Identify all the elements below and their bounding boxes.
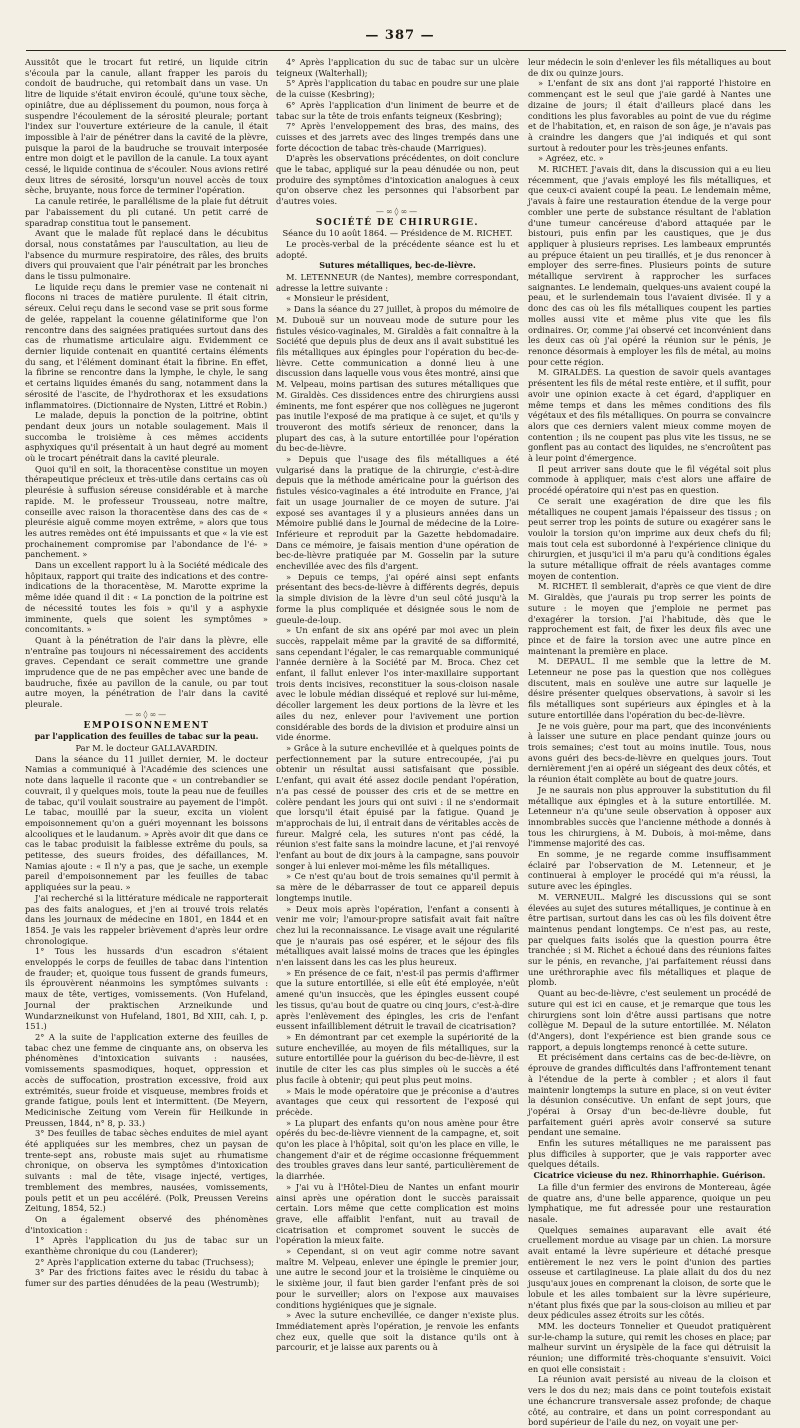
- column-right: [528, 57, 771, 1428]
- paragraph: La fille d'un fermier des environs de Montereau, âgée de quatre ans, d'une belle apparence, quoique un peu lymphatique, me fut adressée pour une restauration nasale.: [528, 1181, 771, 1224]
- paragraph: M. RICHET. J'avais dit, dans la discussion qui a eu lieu récemment, que j'avais employé les fils métalliques, et que ceux-ci avaient coupé la peau. Le lendemain même, j'avais à faire une restauration étendue de la verge pour combler une perte de substance résultant de l'ablation d'une tumeur cancéreuse d'abord attaquée par le bistouri, puis enfin par les caustiques, que je dus appliquer à plusieurs reprises. Les lambeaux empruntés au prépuce étaient un peu tiraillés, et je dus renoncer à employer des serre-fines. Plusieurs points de suture métallique servirent à rapprocher les surfaces saignantes. Le lendemain, quelques-uns avaient coupé la peau, et le surlendemain tous l'avaient divisée. Il y a donc des cas où les fils métalliques coupent les parties molles aussi vite et même plus vite que les fils ordinaires. Or, comme j'ai observé cet inconvénient dans les deux cas où j'ai opéré la réunion sur le pénis, je renonce désormais à employer les fils de métal, au moins pour cette région.: [528, 164, 771, 367]
- subsection-title-text: Sutures métalliques, bec-de-lièvre.: [319, 260, 476, 271]
- paragraph: M. RICHET. Il semblerait, d'après ce que vient de dire M. Giraldès, que j'aurais pu trop serrer les points de suture : le moyen que j'emploie ne permet pas d'exagérer la torsion. J'ai l'habitude, dès que le rapprochement est fait, de fixer les deux fils avec une pince et de faire la torsion avec une autre pince en maintenant la première en place.: [528, 581, 771, 656]
- paragraph: M. VERNEUIL. Malgré les discussions qui se sont élevées au sujet des sutures métalliques, je continue à en être partisan, surtout dans les cas où les fils doivent être maintenus pendant longtemps. Ce n'est pas, au reste, par quelques faits isolés que la question pourra être tranchée ; si M. Richet a échoué dans des réunions faites sur le pénis, en revanche, j'ai parfaitement réussi dans une uréthroraphie avec fils métalliques et plaque de plomb.: [528, 891, 771, 988]
- paragraph: Quant au bec-de-lièvre, c'est seulement un procédé de suture qui est ici en cause, et je remarque que tous les chirurgiens sont loin d'être aussi partisans que notre collègue M. Depaul de la suture entortillée. M. Nélaton (d'Angers), dont l'expérience est bien grande sous ce rapport, a depuis longtemps renoncé à cette suture.: [528, 988, 771, 1052]
- paragraph: 7° Après l'enveloppement des bras, des mains, des cuisses et des jarrets avec des linges trempés dans une forte décoction de tabac très-chaude (Marrigues).: [276, 121, 519, 153]
- paragraph: » Dans la séance du 27 juillet, à propos du mémoire de M. Dubouë sur un nouveau mode de suture pour les fistules vésico-vaginales, M. Giraldès a fait connaître à la Société que depuis plus de deux ans il avait substitué les fils métalliques aux épingles pour l'opération du bec-de-lièvre. Cette communication a donné lieu à une discussion dans laquelle vous vous êtes montré, ainsi que M. Velpeau, moins partisan des sutures métalliques que M. Giraldès. Ces dissidences entre des chirurgiens aussi éminents, me font espérer que nos collègues ne jugeront pas inutile l'exposé de ma pratique à ce sujet, et qu'ils y trouveront des motifs sérieux de renoncer, dans la plupart des cas, à la suture entortillée pour l'opération du bec-de-lièvre.: [276, 304, 519, 454]
- paragraph: » Avec la suture enchevillée, ce danger n'existe plus. Immédiatement après l'opération, je renvoie les enfants chez eux, quelle que soit la distance qu'ils ont à parcourir, et je laisse aux parents ou à: [276, 1310, 519, 1353]
- paragraph: » La plupart des enfants qu'on nous amène pour être opérés du bec-de-lièvre viennent de la campagne, et, soit qu'on les place à l'hôpital, soit qu'on les place en ville, le changement d'air et de régime occasionne fréquemment des troubles graves dans leur santé, particulièrement de la diarrhée.: [276, 1117, 519, 1182]
- paragraph: » Deux mois après l'opération, l'enfant a consenti à venir me voir; l'amour-propre satisfait avait fait naître chez lui la reconnaissance. Le visage avait une régularité que je n'aurais pas osé espérer, et le séjour des fils métalliques avait laissé moins de traces que les épingles n'en laissent dans les cas les plus heureux.: [276, 903, 519, 968]
- paragraph: J'ai recherché si la littérature médicale ne rapporterait pas des faits analogues, et j'en ai trouvé trois relatés dans les journaux de médecine en 1801, en 1844 et en 1854. Je vais les rappeler brièvement d'après leur ordre chronologique.: [25, 892, 268, 946]
- paragraph: » Mais le mode opératoire que je préconise a d'autres avantages que ceux qui ressortent de l'exposé qui précède.: [276, 1085, 519, 1117]
- paragraph: D'après les observations précédentes, on doit conclure que le tabac, appliqué sur la peau dénudée ou non, peut produire des symptômes d'intoxication analogues à ceux qu'on observe chez les personnes qui l'absorbent par d'autres voies.: [276, 153, 519, 207]
- paragraph: 2° Après l'application externe du tabac (Truchsess);: [35, 1256, 255, 1267]
- paragraph: 3° Des feuilles de tabac sèches enduites de miel ayant été appliquées sur les membres, chez un paysan de trente-sept ans, robuste mais sujet au rhumatisme chronique, on observa les symptômes d'intoxication suivants : mal de tête, visage injecté, vertiges, tremblement des membres, nausées, vomissements, pouls petit et un peu accéléré. (Polk, Preussen Vereins Zeitung, 1854, 52.): [25, 1128, 268, 1214]
- paragraph: » En démontrant par cet exemple la supériorité de la suture enchevillée, au moyen de fils métalliques, sur la suture entortillée pour la guérison du bec-de-lièvre, il est inutile de citer les cas plus simples où le succès a été plus facile à obtenir; qui peut plus peut moins.: [276, 1031, 519, 1085]
- paragraph: » J'ai vu à l'Hôtel-Dieu de Nantes un enfant mourir ainsi après une opération dont le succès paraissait certain. Lors même que cette complication est moins grave, elle affaiblit l'enfant, nuit au travail de cicatrisation et compromet souvent le succès de l'opération la mieux faite.: [276, 1181, 519, 1246]
- section-title: SOCIÉTÉ DE CHIRURGIE.: [315, 217, 480, 228]
- paragraph: M. GIRALDÈS. La question de savoir quels avantages présentent les fils de métal reste entière, et il suffit, pour avoir une opinion exacte à cet égard, d'appliquer en même temps et dans les mêmes conditions des fils végétaux et des fils métalliques. On pourra se convaincre alors que ces derniers valent mieux comme moyen de contention ; ils ne coupent pas plus vite les tissus, ne se gonflent pas au contact des liquides, ne s'encroûtent pas à leur point d'émergence.: [528, 367, 771, 464]
- paragraph: On a également observé des phénomènes d'intoxication :: [25, 1213, 268, 1235]
- paragraph: Le malade, depuis la ponction de la poitrine, obtint pendant deux jours un notable soulagement. Mais il succomba le troisième à ces mêmes accidents asphyxiques qu'il présentait à un haut degré au moment où le trocart pénétrait dans la cavité pleurale.: [25, 410, 268, 464]
- paragraph: Aussitôt que le trocart fut retiré, un liquide citrin s'écoula par la canule, allant frapper les parois du condoit de baudruche, qui retombait dans un vase. Un litre de liquide s'était environ écoulé, qu'une toux sèche, opiniâtre, due au déplissement du poumon, nous força à suspendre l'écoulement de la sérosité pleurale; portant l'index sur l'ouverture extérieure de la canule, il était impossible à l'air de pénétrer dans la cavité de la plèvre, puisque la paroi de la baudruche se trouvait interposée entre mon doigt et le pavillon de la canule. La toux ayant cessé, le liquide continua de s'écouler. Nous avions retiré deux litres de sérosité, lorsqu'un nouvel accès de toux sèche, bruyante, nous force de terminer l'opération.: [25, 57, 268, 196]
- paragraph: En somme, je ne regarde comme insuffisamment éclairé par l'observation de M. Letenneur, et je continuerai à employer le procédé qui m'a réussi, la suture avec les épingles.: [528, 849, 771, 892]
- paragraph: » En présence de ce fait, n'est-il pas permis d'affirmer que la suture entortillée, si elle eût été employée, n'eût amené qu'un insuccès, que les épingles eussent coupé les tissus, qu'au bout de quatre ou cinq jours, c'est-à-dire après l'enlèvement des épingles, les cris de l'enfant eussent infailliblement détruit le travail de cicatrisation?: [276, 967, 519, 1032]
- paragraph: Je ne vois guère, pour ma part, que des inconvénients à laisser une suture en place pendant quinze jours ou trois semaines; c'est tout au moins inutile. Tous, nous avons guéri des becs-de-lièvre en quelques jours. Tout dernièrement j'en ai opéré un siégeant des deux côtés, et la réunion était complète au bout de quatre jours.: [528, 720, 771, 785]
- paragraph: 2° A la suite de l'application externe des feuilles de tabac chez une femme de cinquante ans, on observa les phénomènes d'intoxication suivants : nausées, vomissements spasmodiques, hoquet, oppression et accès de suffocation, prostration excessive, froid aux extrémités, sueur froide et visqueuse, membres froids et grande fatigue, pouls lent et intermittent. (De Meyern, Medicinische Zeitung vom Verein für Heilkunde in Preussen, 1844, n° 8, p. 33.): [25, 1031, 268, 1128]
- paragraph: Dans la séance du 11 juillet dernier, M. le docteur Namias a communiqué à l'Académie des sciences une note dans laquelle il raconte que « un contrebandier se couvrait, il y quelques mois, toute la peau nue de feuilles de tabac, qu'il voulait soustraire au payement de l'impôt. Le tabac, mouillé par la sueur, excita un violent empoisonnement qu'on a guéri moyennant les boissons alcooliques et le laudanum. » Après avoir dit que dans ce cas le tabac produisit la faiblesse extrême du pouls, sa petitesse, des sueurs froides, des défaillances, M. Namias ajoute : « Il n'y a pas, que je sache, un exemple pareil d'empoisonnement par les feuilles de tabac appliquées sur la peau. »: [25, 753, 268, 893]
- paragraph: M. DEPAUL. Il me semble que la lettre de M. Letenneur ne pose pas la question que nos collègues discutent, mais en soulève une autre sur laquelle je désire présenter quelques observations, à savoir si les fils métalliques sont supérieurs aux épingles et à la suture entortillée dans l'opération du bec-de-lièvre.: [528, 656, 771, 720]
- paragraph: Je ne saurais non plus approuver la substitution du fil métallique aux épingles et à la suture entortillée. M. Letenneur n'a qu'une seule observation à opposer aux innombrables succès que l'ancienne méthode a donnés à tous les chirurgiens, à M. Dubois, à moi-même, dans l'immense majorité des cas.: [528, 784, 771, 849]
- column-middle: [276, 57, 519, 1353]
- paragraph: leur médecin le soin d'enlever les fils métalliques au bout de dix ou quinze jours.: [528, 57, 771, 78]
- paragraph: » L'enfant de six ans dont j'ai rapporté l'histoire en commençant est le seul que j'aie gardé à Nantes une dizaine de jours; il était d'ailleurs placé dans les conditions les plus favorables au point de vue du régime et de l'habitation, et, en raison de son âge, je n'avais pas à craindre les dangers que j'ai indiqués et qui sont surtout à redouter pour les très-jeunes enfants.: [528, 78, 771, 153]
- section-title: EMPOISONNEMENT: [83, 720, 210, 731]
- paragraph: » Depuis ce temps, j'ai opéré ainsi sept enfants présentant des becs-de-lièvre à différents degrés, depuis la simple division de la lèvre d'un seul côté jusqu'à la forme la plus compliquée et désignée sous le nom de gueule-de-loup.: [276, 571, 519, 625]
- paragraph: » Agréez, etc. »: [538, 153, 604, 164]
- section-subtitle-text: par l'application des feuilles de tabac sur la peau.: [34, 731, 259, 742]
- paragraph: 4° Après l'application du suc de tabac sur un ulcère teigneux (Walterhall);: [276, 57, 519, 78]
- paragraph: Le procès-verbal de la précédente séance est lu et adopté.: [276, 238, 519, 260]
- paragraph: Dans un excellent rapport lu à la Société médicale des hôpitaux, rapport qui traite des indications et des contre-indications de la thoracentèse, M. Marotte exprime la même idée quand il dit : « La ponction de la poitrine est de nécessité toutes les fois » qu'il y a asphyxie imminente, quels que soient les symptômes » concomitants. »: [25, 560, 268, 635]
- paragraph: Et précisément dans certains cas de bec-de-lièvre, on éprouve de grandes difficultés dans l'affrontement tenant à l'étendue de la perte à combler ; et alors il faut maintenir longtemps la suture en place, si on veut éviter la désunion consécutive. Un enfant de sept jours, que j'opérai à Orsay d'un bec-de-lièvre double, fut parfaitement guéri après avoir conservé sa suture pendant une semaine.: [528, 1052, 771, 1138]
- paragraph: » Un enfant de six ans opéré par moi avec un plein succès, rappelait même par la gravité de sa difformité, sans cependant l'égaler, le cas remarquable communiqué l'année dernière à la Société par M. Broca. Chez cet enfant, il fallut enlever l'os inter-maxillaire supportant trois dents incisives, reconstituer la sous-cloison nasale avec le lobule médian disséqué et replové sur lui-même, décoller largement les deux portions de la lèvre et les ailes du nez, enlever pour l'avivement une portion considérable des bords de la division et produire ainsi un vide énorme.: [276, 625, 519, 743]
- section-ornament: —∞◊∞—: [124, 709, 169, 719]
- section-subtitle: [25, 731, 268, 743]
- paragraph: » Grâce à la suture enchevillée et à quelques points de perfectionnement par la suture entrecoupée, j'ai pu obtenir un résultat aussi satisfaisant que possible. L'enfant, qui avait été assez docile pendant l'opération, n'a pas cessé de pousser des cris et de se mettre en colère pendant les jours qui ont suivi : il ne s'endormait que lorsqu'il était épuisé par la fatigue. Quand je m'approchais de lui, il entrait dans de véritables accès de fureur. Malgré cela, les sutures n'ont pas cédé, la réunion s'est faite sans la moindre lacune, et j'ai renvoyé l'enfant au bout de dix jours à la campagne, sans pouvoir songer à lui enlever moi-même les fils métalliques.: [276, 743, 519, 871]
- section-ornament: —∞◊∞—: [375, 206, 420, 216]
- paragraph: 3° Par des frictions faites avec le résidu du tabac à fumer sur des parties dénudées de la peau (Westrumb);: [25, 1267, 268, 1289]
- subsection-title: [276, 260, 519, 272]
- paragraph: Enfin les sutures métalliques ne me paraissent pas plus difficiles à supporter, que je vais rapporter avec quelques détails.: [528, 1138, 771, 1170]
- session-line: Séance du 10 août 1864. — Présidence de M. RICHET.: [282, 228, 513, 239]
- paragraph: La canule retirée, le parallélisme de la plaie fut détruit par l'abaissement du pli cutané. Un petit carré de sparadrap constitua tout le pansement.: [25, 196, 268, 228]
- paragraph: 5° Après l'application du tabac en poudre sur une plaie de la cuisse (Kesbring);: [276, 78, 519, 100]
- section-author: Par M. le docteur GALLAVARDIN.: [75, 743, 218, 753]
- paragraph: Le liquide reçu dans le premier vase ne contenait ni flocons ni traces de matière purulente. Il était citrin, séreux. Celui reçu dans le second vase se prit sous forme de gelée, rappelant la couenne gélatiniforme que l'on rencontre dans des saignées pratiquées surtout dans des cas de rhumatisme articulaire aigu. Evidemment ce dernier liquide contenait en quantité certains éléments du sang, et l'élément dominant était la fibrine. En effet, la fibrine se rencontre dans la lymphe, le chyle, le sang et certains liquides émanés du sang, notamment dans la sérosité de l'ascite, de l'hydrothorax et les exsudations inflammatoires. (Dictionnaire de Nysten, Littré et Robin.): [25, 281, 268, 410]
- header-rule: [26, 50, 786, 51]
- paragraph: La réunion avait persisté au niveau de la cloison et vers le dos du nez; mais dans ce point toutefois existait une échancrure transversale assez profonde; de chaque côté, au contraire, et dans un point correspondant au bord supérieur de l'aile du nez, on voyait une per-: [528, 1374, 771, 1428]
- paragraph: 1° Tous les hussards d'un escadron s'étaient enveloppés le corps de feuilles de tabac dans l'intention de frauder; et, quoique tous fussent de grands fumeurs, ils éprouvèrent néanmoins les symptômes suivants : maux de tête, vertiges, vomissements. (Von Hufeland, Journal der praktischen Arzneikunde und Wundarzneikunst von Hufeland, 1801, Bd XIII, cah. I, p. 151.): [25, 946, 268, 1032]
- paragraph: Il peut arriver sans doute que le fil végétal soit plus commode à appliquer, mais c'est alors une affaire de procédé opératoire qui n'est pas en question.: [528, 463, 771, 496]
- paragraph: Avant que le malade fût replacé dans le décubitus dorsal, nous constatâmes par l'auscultation, au lieu de l'absence du murmure respiratoire, des râles, des bruits divers qui prouvaient que l'air pénétrait par les bronches dans le tissu pulmonaire.: [25, 228, 268, 282]
- paragraph: Quelques semaines auparavant elle avait été cruellement mordue au visage par un chien. La morsure avait entamé la lèvre supérieure et détaché presque entièrement le nez vers le point d'union des parties osseuse et cartilagineuse. La plaie allait du dos du nez jusqu'aux joues en comprenant la cloison, de sorte que le lobule et les ailes tombaient sur la lèvre supérieure, n'étant plus fixés que par la sous-cloison au milieu et par deux pédicules assez étroits sur les côtés.: [528, 1224, 771, 1321]
- subsection-title-text: Cicatrice vicieuse du nez. Rhinorrhaphie. Guérison.: [533, 1170, 766, 1181]
- paragraph: » Depuis que l'usage des fils métalliques a été vulgarisé dans la pratique de la chirurgie, c'est-à-dire depuis que la méthode américaine pour la guérison des fistules vésico-vaginales a été introduite en France, j'ai fait un usage journalier de ce moyen de suture. J'ai exposé ses avantages il y a plusieurs années dans un Mémoire publié dans le Journal de médecine de la Loire-Inférieure et reproduit par la Gazette hebdomadaire. Dans ce mémoire, je faisais mention d'une opération de bec-de-lièvre pratiquée par M. Gosselin par la suture enchevillée avec des fils d'argent.: [276, 454, 519, 572]
- column-left: [25, 57, 268, 1289]
- page-number: — 387 —: [365, 28, 435, 43]
- paragraph: » Ce n'est qu'au bout de trois semaines qu'il permit à sa mère de le débarrasser de tout ce appareil depuis longtemps inutile.: [276, 871, 519, 903]
- paragraph: 1° Après l'application du jus de tabac sur un exanthème chronique du cou (Landerer);: [25, 1235, 268, 1257]
- paragraph: Quoi qu'il en soit, la thoracentèse constitue un moyen thérapeutique précieux et très-utile dans certains cas où pleurésie à suffusion séreuse considérable et à marche rapide. M. le professeur Trousseau, notre maître, conseille avec raison la thoracentèse dans des cas de « pleurésie aiguë comme moyen extrême, » alors que tous les autres remèdes ont été impuissants et que « la vie est prochainement compromise par l'abondance de l'é- » panchement. »: [25, 463, 268, 560]
- paragraph: M. LETENNEUR (de Nantes), membre correspondant, adresse la lettre suivante :: [276, 272, 519, 293]
- paragraph: MM. les docteurs Tonnelier et Queudot pratiquèrent sur-le-champ la suture, qui remit les choses en place; par malheur survint un érysipèle de la face qui détruisit la réunion; une difformité très-choquante s'ensuivit. Voici en quoi elle consistait :: [528, 1320, 771, 1374]
- paragraph: » Cependant, si on veut agir comme notre savant maître M. Velpeau, enlever une épingle le premier jour, une autre le second jour et la troisième le cinquième ou le sixième jour, il faut bien garder l'enfant près de soi pour le surveiller; alors on l'expose aux mauvaises conditions hygiéniques que je signale.: [276, 1246, 519, 1310]
- paragraph: « Monsieur le président,: [286, 293, 390, 304]
- paragraph: Quant à la pénétration de l'air dans la plèvre, elle n'entraîne pas toujours ni nécessairement des accidents graves. Cependant ce serait commettre une grande imprudence que de ne pas empêcher avec une bande de baudruche, fixée au pavillon de la canule, ou par tout autre moyen, la pénétration de l'air dans la cavité pleurale.: [25, 634, 268, 710]
- subsection-title: [528, 1170, 771, 1182]
- paragraph: Ce serait une exagération de dire que les fils métalliques ne coupent jamais l'épaisseur des tissus ; on peut serrer trop les points de suture ou exagérer sans le vouloir la torsion qu'on imprime aux deux chefs du fil; mais tout cela est subordonné à l'expérience clinique du chirurgien, et jusqu'ici il m'a paru qu'à conditions égales la suture métallique offrait de réels avantages comme moyen de contention.: [528, 495, 771, 581]
- paragraph: 6° Après l'application d'un liniment de beurre et de tabac sur la tête de trois enfants teigneux (Kesbring);: [276, 99, 519, 121]
